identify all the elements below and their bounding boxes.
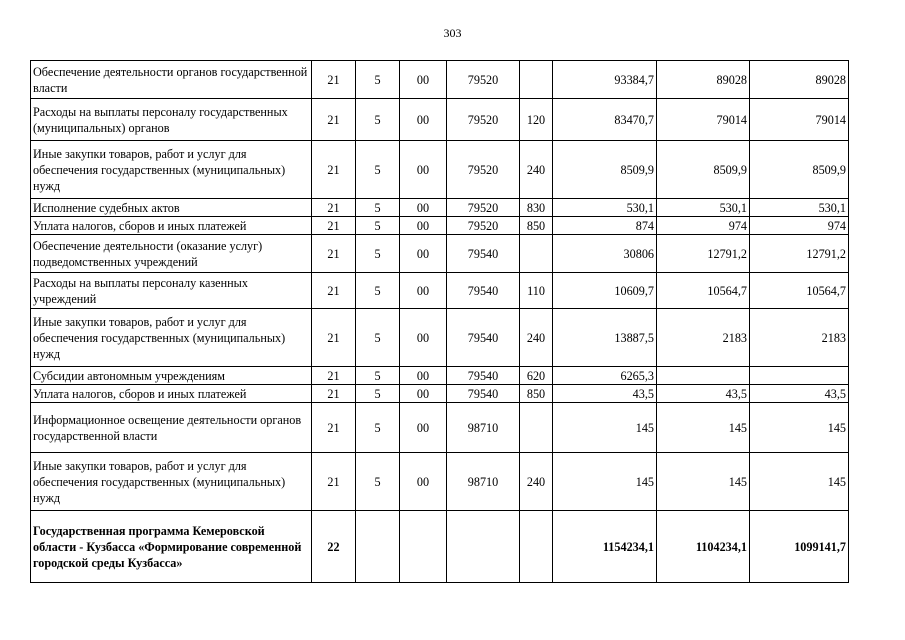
expense-type-cell: 110 <box>520 273 553 309</box>
amount-year3-cell: 145 <box>750 403 849 453</box>
amount-year2-cell: 10564,7 <box>657 273 750 309</box>
expense-code-cell: 79540 <box>447 273 520 309</box>
row-name-cell: Обеспечение деятельности (оказание услуг) подведомственных учреждений <box>31 235 312 273</box>
expense-code-cell: 79520 <box>447 217 520 235</box>
row-name-cell: Уплата налогов, сборов и иных платежей <box>31 385 312 403</box>
amount-year3-cell <box>750 367 849 385</box>
direction-code-cell: 00 <box>400 453 447 511</box>
row-name-cell: Уплата налогов, сборов и иных платежей <box>31 217 312 235</box>
amount-year1-cell: 30806 <box>553 235 657 273</box>
expense-code-cell: 79520 <box>447 141 520 199</box>
amount-year3-cell: 1099141,7 <box>750 511 849 583</box>
amount-year1-cell: 93384,7 <box>553 61 657 99</box>
direction-code-cell: 00 <box>400 309 447 367</box>
amount-year3-cell: 8509,9 <box>750 141 849 199</box>
subprogram-code-cell: 5 <box>356 309 400 367</box>
direction-code-cell: 00 <box>400 217 447 235</box>
expense-code-cell: 98710 <box>447 453 520 511</box>
amount-year1-cell: 6265,3 <box>553 367 657 385</box>
expense-code-cell: 79540 <box>447 309 520 367</box>
expense-type-cell <box>520 235 553 273</box>
amount-year2-cell: 79014 <box>657 99 750 141</box>
table-row <box>31 367 849 385</box>
expense-type-cell: 240 <box>520 141 553 199</box>
expense-type-cell: 620 <box>520 367 553 385</box>
amount-year2-cell: 145 <box>657 453 750 511</box>
amount-year3-cell: 89028 <box>750 61 849 99</box>
program-code-cell: 21 <box>312 273 356 309</box>
program-code-cell: 21 <box>312 453 356 511</box>
amount-year1-cell: 10609,7 <box>553 273 657 309</box>
amount-year3-cell: 10564,7 <box>750 273 849 309</box>
amount-year1-cell: 1154234,1 <box>553 511 657 583</box>
direction-code-cell: 00 <box>400 385 447 403</box>
row-name-cell: Обеспечение деятельности органов государственной власти <box>31 61 312 99</box>
expense-type-cell: 850 <box>520 217 553 235</box>
table-row <box>31 511 849 583</box>
amount-year1-cell: 145 <box>553 453 657 511</box>
amount-year2-cell: 2183 <box>657 309 750 367</box>
direction-code-cell: 00 <box>400 367 447 385</box>
amount-year2-cell <box>657 367 750 385</box>
program-code-cell: 21 <box>312 141 356 199</box>
amount-year2-cell: 145 <box>657 403 750 453</box>
amount-year3-cell: 974 <box>750 217 849 235</box>
direction-code-cell: 00 <box>400 61 447 99</box>
subprogram-code-cell: 5 <box>356 99 400 141</box>
expense-type-cell: 240 <box>520 453 553 511</box>
table-row <box>31 61 849 99</box>
subprogram-code-cell: 5 <box>356 273 400 309</box>
expense-type-cell <box>520 511 553 583</box>
amount-year2-cell: 12791,2 <box>657 235 750 273</box>
program-code-cell: 21 <box>312 235 356 273</box>
amount-year1-cell: 530,1 <box>553 199 657 217</box>
expense-type-cell: 120 <box>520 99 553 141</box>
row-name-cell: Расходы на выплаты персоналу казенных учреждений <box>31 273 312 309</box>
amount-year2-cell: 43,5 <box>657 385 750 403</box>
amount-year3-cell: 79014 <box>750 99 849 141</box>
table-row <box>31 199 849 217</box>
amount-year2-cell: 1104234,1 <box>657 511 750 583</box>
table-row <box>31 309 849 367</box>
program-code-cell: 21 <box>312 309 356 367</box>
program-code-cell: 21 <box>312 61 356 99</box>
row-name-cell: Иные закупки товаров, работ и услуг для обеспечения государственных (муниципальных) нужд <box>31 141 312 199</box>
program-code-cell: 21 <box>312 217 356 235</box>
expense-type-cell: 240 <box>520 309 553 367</box>
budget-table-body <box>31 61 849 583</box>
expense-type-cell: 830 <box>520 199 553 217</box>
row-name-cell: Расходы на выплаты персоналу государственных (муниципальных) органов <box>31 99 312 141</box>
table-row <box>31 453 849 511</box>
expense-code-cell: 79540 <box>447 367 520 385</box>
row-name-cell: Субсидии автономным учреждениям <box>31 367 312 385</box>
subprogram-code-cell: 5 <box>356 61 400 99</box>
subprogram-code-cell: 5 <box>356 141 400 199</box>
expense-code-cell: 79540 <box>447 235 520 273</box>
expense-code-cell: 79520 <box>447 199 520 217</box>
amount-year2-cell: 530,1 <box>657 199 750 217</box>
page-number: 303 <box>443 26 462 40</box>
amount-year3-cell: 145 <box>750 453 849 511</box>
table-row <box>31 141 849 199</box>
direction-code-cell: 00 <box>400 199 447 217</box>
program-code-cell: 21 <box>312 403 356 453</box>
subprogram-code-cell: 5 <box>356 217 400 235</box>
amount-year2-cell: 89028 <box>657 61 750 99</box>
expense-type-cell <box>520 403 553 453</box>
subprogram-code-cell: 5 <box>356 403 400 453</box>
table-row <box>31 385 849 403</box>
program-code-cell: 21 <box>312 385 356 403</box>
amount-year1-cell: 13887,5 <box>553 309 657 367</box>
subprogram-code-cell: 5 <box>356 453 400 511</box>
amount-year1-cell: 83470,7 <box>553 99 657 141</box>
program-code-cell: 21 <box>312 99 356 141</box>
amount-year3-cell: 43,5 <box>750 385 849 403</box>
expense-type-cell: 850 <box>520 385 553 403</box>
table-row <box>31 99 849 141</box>
row-name-cell: Иные закупки товаров, работ и услуг для обеспечения государственных (муниципальных) нужд <box>31 453 312 511</box>
row-name-cell: Исполнение судебных актов <box>31 199 312 217</box>
expense-type-cell <box>520 61 553 99</box>
table-row <box>31 217 849 235</box>
amount-year1-cell: 874 <box>553 217 657 235</box>
direction-code-cell: 00 <box>400 235 447 273</box>
amount-year3-cell: 12791,2 <box>750 235 849 273</box>
program-code-cell: 21 <box>312 199 356 217</box>
direction-code-cell: 00 <box>400 99 447 141</box>
table-row <box>31 235 849 273</box>
amount-year1-cell: 43,5 <box>553 385 657 403</box>
amount-year1-cell: 8509,9 <box>553 141 657 199</box>
amount-year3-cell: 530,1 <box>750 199 849 217</box>
expense-code-cell <box>447 511 520 583</box>
table-row <box>31 273 849 309</box>
program-code-cell: 21 <box>312 367 356 385</box>
row-name-cell: Иные закупки товаров, работ и услуг для обеспечения государственных (муниципальных) нужд <box>31 309 312 367</box>
subprogram-code-cell: 5 <box>356 385 400 403</box>
direction-code-cell: 00 <box>400 273 447 309</box>
subprogram-code-cell: 5 <box>356 235 400 273</box>
row-name-cell: Государственная программа Кемеровской области - Кузбасса «Формирование современной городской среды Кузбасса» <box>31 511 312 583</box>
expense-code-cell: 79520 <box>447 61 520 99</box>
subprogram-code-cell: 5 <box>356 367 400 385</box>
amount-year1-cell: 145 <box>553 403 657 453</box>
direction-code-cell <box>400 511 447 583</box>
expense-code-cell: 98710 <box>447 403 520 453</box>
direction-code-cell: 00 <box>400 403 447 453</box>
expense-code-cell: 79540 <box>447 385 520 403</box>
amount-year2-cell: 8509,9 <box>657 141 750 199</box>
table-row <box>31 403 849 453</box>
subprogram-code-cell <box>356 511 400 583</box>
program-code-cell: 22 <box>312 511 356 583</box>
amount-year3-cell: 2183 <box>750 309 849 367</box>
subprogram-code-cell: 5 <box>356 199 400 217</box>
amount-year2-cell: 974 <box>657 217 750 235</box>
expense-code-cell: 79520 <box>447 99 520 141</box>
budget-table <box>30 60 849 583</box>
direction-code-cell: 00 <box>400 141 447 199</box>
row-name-cell: Информационное освещение деятельности органов государственной власти <box>31 403 312 453</box>
